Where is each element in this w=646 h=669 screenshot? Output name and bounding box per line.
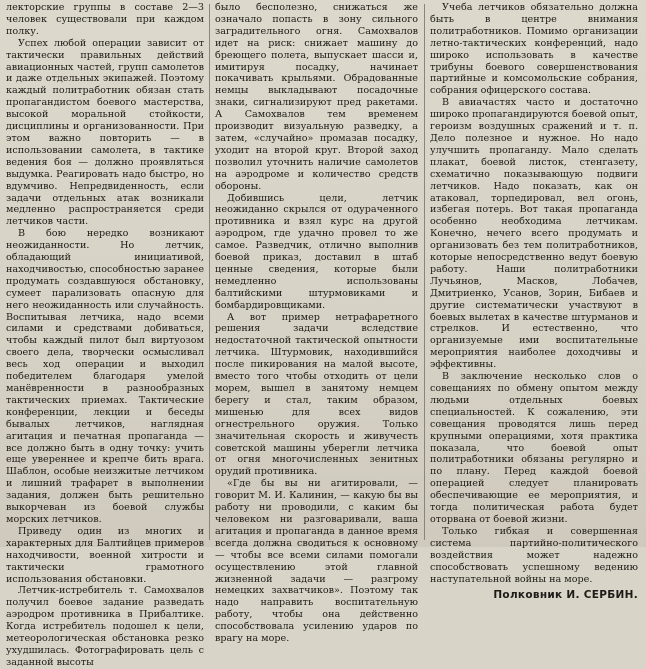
paragraph: Успех любой операции зависит от тактически правильных действий авиационных частей, групп самолетов и даже отдельных экипажей. Поэтому каждый политработник обязан стать пропагандистом боевого мастерства, высокой моральной стойкости, дисциплины и организованности. При этом важно повторить — в использовании самолета, в тактике ведения боя — должно проявляться выдумка. Реагировать надо быстро, но вдумчиво. Непредвиденность, если задачи отдельных атак возникали медленно распространяется среди летчиков части. [6, 37, 204, 228]
paragraph: было бесполезно, снижаться же означало попасть в зону сильного заградительного огня. Самохвалов идет на риск: снижает машину до бреющего полета, выпускает шасси и, имитируя посадку, начинает покачивать крыльями. Обрадованные немцы выкладывают посадочные знаки, сигнализируют пред ракетами. А Самохвалов тем временем производит визуальную разведку, а затем, «случайно» промазав посадку, уходит на второй круг. Второй заход позволил уточнить наличие самолетов на аэродроме и количество средств обороны. [215, 2, 418, 192]
column-divider [209, 4, 210, 540]
paragraph: А вот пример нетрафаретного решения задачи вследствие недостаточной тактической опытности летчика. Штурмовик, находившийся после пикирования на малой высоте, вместо того чтобы отходить от цели морем, вышел в занятому немцем берегу и стал, таким образом, мишенью для всех видов огнестрельного оружия. Только значительная скорость и живучесть советской машины уберегли летчика от огня многочисленных зенитных орудий противника. [215, 311, 418, 478]
paragraph: Летчик-истребитель т. Самохвалов получил боевое задание разведать аэродром противника в Прибалтике. Когда истребитель подошел к цели, метеорологическая обстановка резко ухудшилась. Фотографировать цель с заданной высоты [6, 585, 204, 668]
article-column-2 [215, 2, 418, 645]
paragraph: В авиачастях часто и достаточно широко пропагандируются боевой опыт, героизм воздушных сражений и т. п. Дело полезное и нужное. Но надо улучшить пропаганду. Мало сделать плакат, боевой листок, стенгазету, схематично показывающую подвиги летчиков. Надо показать, как он атаковал, торпедировал, вел огонь, избегая потерь. Вот такая пропаганда особенно необходима летчикам. Конечно, нечего всего продумать и организовать без тем политработников, которые непосредственно ведут боевую работу. Наши политработники Лучьянов, Масков, Лобачев, Дмитриенко, Усанов, Зорин, Бибаев и другие систематически участвуют в боевых вылетах в качестве штурманов и стрелков. И естественно, что организуемые ими воспитательные мероприятия наиболее доходчивы и эффективны. [430, 97, 638, 371]
column-divider [424, 4, 425, 540]
paragraph: Добившись цели, летчик неожиданно скрылся от одураченного противника и взял курс на другой аэродром, где удачно провел то же самое. Разведчик, отлично выполнив боевой приказ, доставил в штаб ценные сведения, которые были немедленно использованы балтийскими штурмовиками и бомбардировщиками. [215, 192, 418, 311]
article-column-3 [430, 2, 638, 602]
paragraph: Учеба летчиков обязательно должна быть в центре внимания политработников. Помимо организации летно-тактических конференций, надо широко использовать в качестве трибуны боевого совершенствования партийные и комсомольские собрания, собрания офицерского состава. [430, 2, 638, 97]
paragraph: В бою нередко возникают неожиданности. Но летчик, обладающий инициативой, находчивостью, способностью заранее продумать создавшуюся обстановку, сумеет парализовать опасную для него неожиданность или случайность. Воспитывая летчика, надо всеми силами и средствами добиваться, чтобы каждый пилот был виртуозом своего дела, творчески осмысливал весь ход операции и выходил победителем благодаря умелой манёвренности в разнообразных тактических приемах. Тактические конференции, лекции и беседы бывалых летчиков, наглядная агитация и печатная пропаганда — все должно быть в одну точку: учить еще увереннее и крепче бить врага. Шаблон, особые неизжитые летчиком и лишний трафарет в выполнении задания, должен быть решительно выкорчеван из боевой службы морских летчиков. [6, 228, 204, 525]
author-signature: Полковник И. СЕРБИН. [493, 589, 638, 602]
paragraph: В заключение несколько слов о совещаниях по обмену опытом между людьми отдельных боевых специальностей. К сожалению, эти совещания проводятся лишь перед крупными операциями, хотя практика показала, что боевой опыт политработники обязаны регулярно и по плану. Перед каждой боевой операцией следует планировать обеспечивающие ее мероприятия, и тогда политическая работа будет оторвана от боевой жизни. [430, 371, 638, 525]
paragraph: «Где бы вы ни агитировали, — говорит М. И. Калинин, — какую бы вы работу ни проводили, с каким бы человеком ни разговаривали, ваша агитация и пропаганда в данное время всегда должна сводиться к основному — чтобы все всеми силами помогали осуществлению этой главной жизненной задачи — разгрому немецких захватчиков». Поэтому так надо направить воспитательную работу, чтобы она действенно способствовала усилению ударов по врагу на море. [215, 478, 418, 645]
paragraph: лекторские группы в составе 2—3 человек существовали при каждом полку. [6, 2, 204, 37]
paragraph: Только гибкая и совершенная система партийно-политического воздействия может надежно способствовать успешному ведению наступательной войны на море. [430, 525, 638, 585]
paragraph: Приведу один из многих и характерных для Балтийцев примеров находчивости, военной хитрости и тактически грамотного использования обстановки. [6, 525, 204, 585]
article-column-1 [6, 2, 204, 668]
